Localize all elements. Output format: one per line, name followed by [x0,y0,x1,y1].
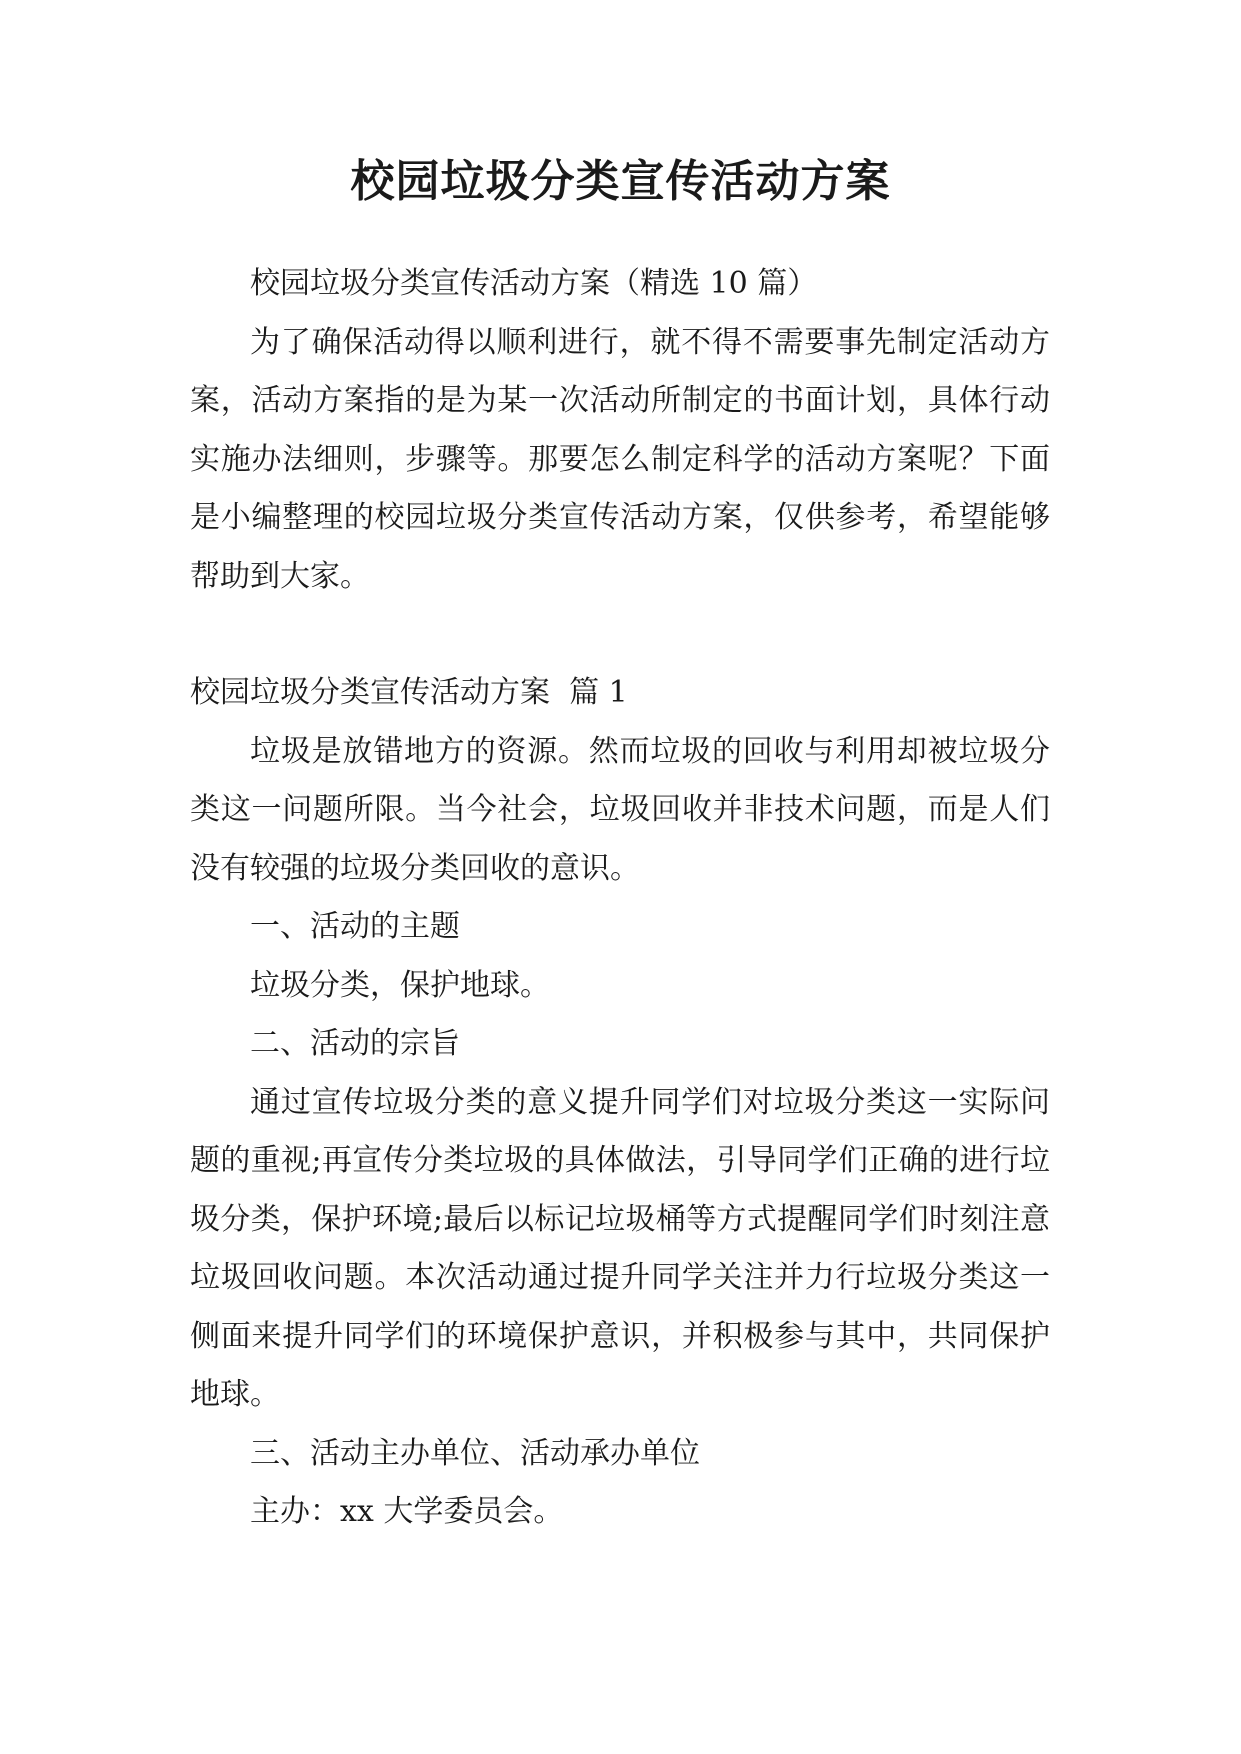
document-title: 校园垃圾分类宣传活动方案 [350,156,891,207]
document-body [190,255,1050,1542]
body-paragraph: 垃圾分类，保护地球。 [250,967,550,1003]
body-paragraph: 主办：xx 大学委员会。 [250,1494,564,1529]
intro-paragraph: 为了确保活动得以顺利进行，就不得不需要事先制定活动方案，活动方案指的是为某一次活动所制定的书面计划，具体行动实施办法细则，步骤等。那要怎么制定科学的活动方案呢？下面是小编整理的校园垃圾分类宣传活动方案，仅供参考，希望能够帮助到大家。 [190,324,1050,594]
heading-purpose: 二、活动的宗旨 [250,1026,460,1061]
document-subtitle: 校园垃圾分类宣传活动方案（精选 10 篇） [250,266,818,301]
heading-organizers: 三、活动主办单位、活动承办单位 [250,1435,700,1471]
section-heading: 校园垃圾分类宣传活动方案 篇 1 [190,675,628,710]
heading-theme: 一、活动的主题 [250,909,460,944]
section-spacer [190,606,1050,664]
body-paragraph: 垃圾是放错地方的资源。然而垃圾的回收与利用却被垃圾分类这一问题所限。当今社会，垃圾回收并非技术问题，而是人们没有较强的垃圾分类回收的意识。 [190,733,1050,886]
body-paragraph: 通过宣传垃圾分类的意义提升同学们对垃圾分类这一实际问题的重视;再宣传分类垃圾的具体做法，引导同学们正确的进行垃圾分类，保护环境;最后以标记垃圾桶等方式提醒同学们时刻注意垃圾回收问题。本次活动通过提升同学关注并力行垃圾分类这一侧面来提升同学们的环境保护意识，并积极参与其中，共同保护地球。 [190,1084,1050,1412]
